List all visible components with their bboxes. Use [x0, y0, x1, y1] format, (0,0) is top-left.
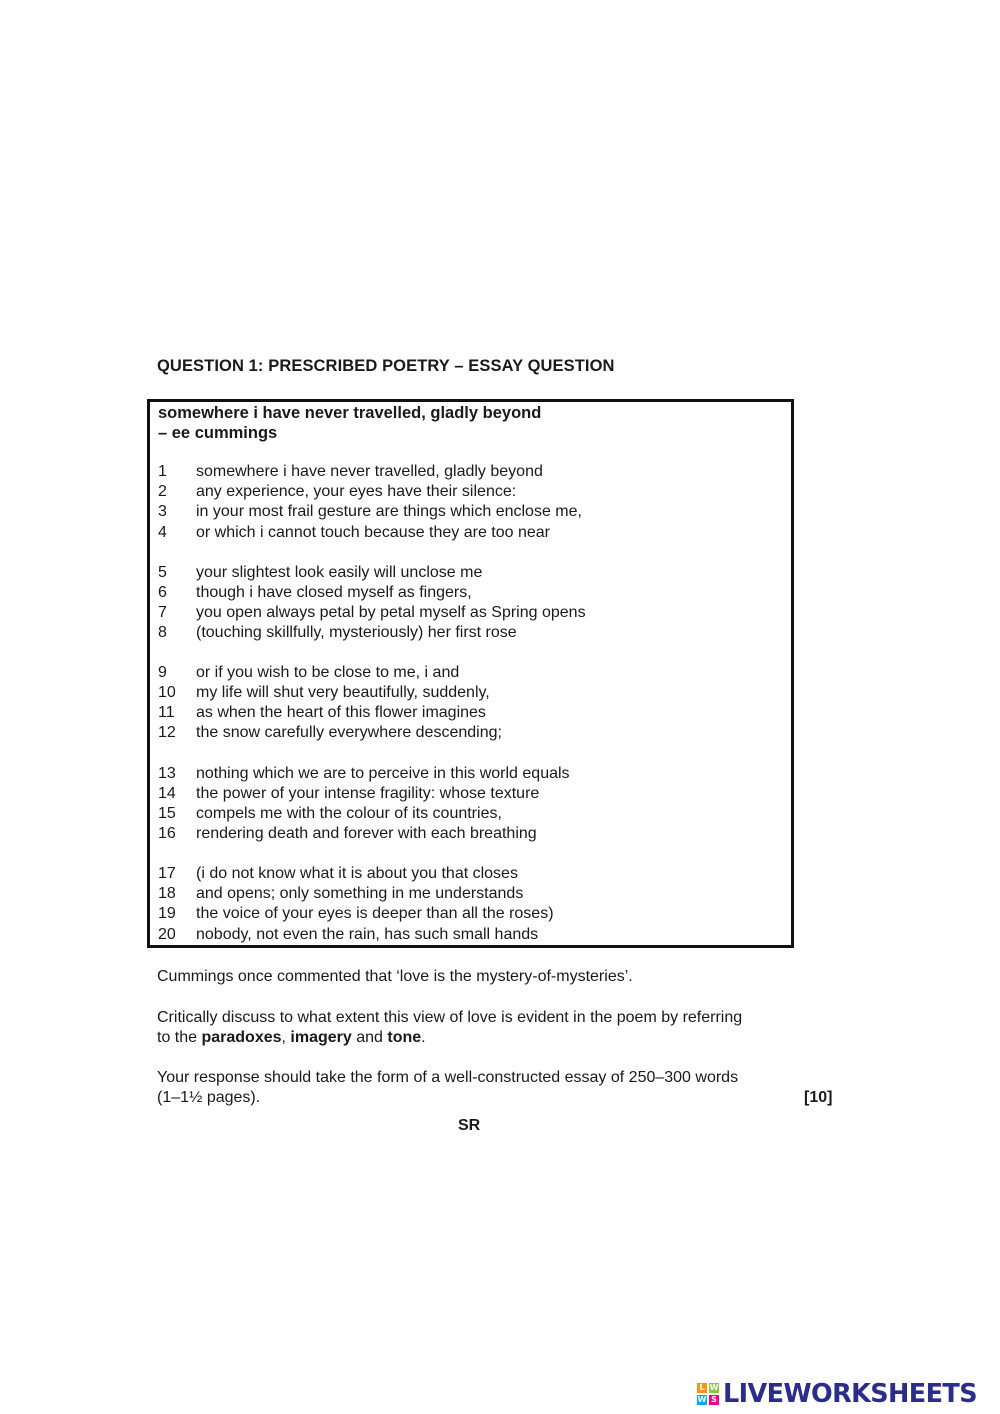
- line-number: 13: [158, 765, 176, 782]
- liveworksheets-brand: [697, 1374, 977, 1414]
- task-term-imagery: imagery: [290, 1029, 352, 1046]
- poem-line: [158, 703, 486, 723]
- line-number: 5: [158, 564, 167, 581]
- poem-line: [158, 462, 543, 482]
- line-number: 16: [158, 825, 176, 842]
- line-text: compels me with the colour of its countries,: [196, 805, 502, 822]
- line-text: (touching skillfully, mysteriously) her first rose: [196, 624, 517, 641]
- line-number: 8: [158, 624, 167, 641]
- line-number: 1: [158, 463, 167, 480]
- line-text: as when the heart of this flower imagines: [196, 704, 486, 721]
- response-line2: (1–1½ pages).: [157, 1089, 261, 1106]
- poem-line: [158, 523, 550, 543]
- poem-line: [158, 925, 538, 945]
- line-number: 11: [158, 704, 175, 721]
- line-text: nothing which we are to perceive in this world equals: [196, 765, 570, 782]
- marks-label: [10]: [804, 1089, 833, 1106]
- line-text: and opens; only something in me understands: [196, 885, 524, 902]
- line-text: or which i cannot touch because they are too near: [196, 524, 550, 541]
- question-heading: QUESTION 1: PRESCRIBED POETRY – ESSAY QUESTION: [157, 357, 615, 375]
- poem-line: [158, 764, 570, 784]
- task-separator: ,: [281, 1029, 291, 1046]
- poem-line: [158, 563, 482, 583]
- task-term-paradoxes: paradoxes: [201, 1029, 282, 1046]
- line-number: 4: [158, 524, 167, 541]
- line-number: 17: [158, 865, 176, 882]
- poem-line: [158, 804, 502, 824]
- poem-title: somewhere i have never travelled, gladly beyond: [158, 404, 542, 422]
- task-paragraph-line1: Critically discuss to what extent this view of love is evident in the poem by referring: [157, 1009, 743, 1026]
- line-number: 2: [158, 483, 167, 500]
- poem-line: [158, 723, 502, 743]
- poem-line: [158, 864, 518, 884]
- line-number: 7: [158, 604, 167, 621]
- poem-line: [158, 683, 490, 703]
- task-term-tone: tone: [387, 1029, 422, 1046]
- line-text: rendering death and forever with each breathing: [196, 825, 537, 842]
- line-number: 10: [158, 684, 176, 701]
- line-number: 19: [158, 905, 176, 922]
- poem-line: [158, 583, 472, 603]
- line-number: 15: [158, 805, 176, 822]
- line-text: (i do not know what it is about you that closes: [196, 865, 518, 882]
- line-text: somewhere i have never travelled, gladly beyond: [196, 463, 543, 480]
- poem-line: [158, 623, 517, 643]
- line-text: any experience, your eyes have their silence:: [196, 483, 517, 500]
- line-number: 12: [158, 724, 176, 741]
- line-text: my life will shut very beautifully, suddenly,: [196, 684, 490, 701]
- poem-line: [158, 482, 516, 502]
- logo-tile: W: [697, 1395, 707, 1404]
- logo-tile: S: [709, 1395, 719, 1405]
- line-text: your slightest look easily will unclose me: [196, 564, 483, 581]
- task-separator: and: [351, 1029, 388, 1046]
- line-text: or if you wish to be close to me, i and: [196, 664, 460, 681]
- line-text: the snow carefully everywhere descending;: [196, 724, 502, 741]
- line-number: 6: [158, 584, 167, 601]
- page-cut-text: SR: [458, 1117, 481, 1134]
- brand-name: LIVEWORKSHEETS: [723, 1379, 977, 1409]
- task-prefix: to the: [157, 1029, 202, 1046]
- poem-line: [158, 784, 539, 804]
- poem-author: – ee cummings: [158, 424, 278, 442]
- line-text: nobody, not even the rain, has such small hands: [196, 926, 539, 943]
- line-text: in your most frail gesture are things which enclose me,: [196, 503, 582, 520]
- poem-line: [158, 884, 523, 904]
- page-cut-fragment: [458, 1117, 484, 1134]
- poem-line: [158, 663, 459, 683]
- line-text: you open always petal by petal myself as Spring opens: [196, 604, 586, 621]
- line-text: the power of your intense fragility: whose texture: [196, 785, 540, 802]
- poem-line: [158, 603, 586, 623]
- line-text: the voice of your eyes is deeper than all the roses): [196, 905, 554, 922]
- poem-line: [158, 824, 537, 844]
- response-line1: Your response should take the form of a well-constructed essay of 250–300 words: [157, 1069, 739, 1086]
- logo-tile: L: [697, 1383, 707, 1393]
- line-number: 9: [158, 664, 167, 681]
- line-number: 20: [158, 926, 176, 943]
- liveworksheets-logo-icon: [697, 1383, 719, 1405]
- task-paragraph-line2: [157, 1028, 426, 1048]
- line-text: though i have closed myself as fingers,: [196, 584, 472, 601]
- quote-paragraph: Cummings once commented that ‘love is the mystery-of-mysteries’.: [157, 968, 633, 985]
- task-end: .: [421, 1029, 426, 1046]
- line-number: 14: [158, 785, 176, 802]
- line-number: 3: [158, 503, 167, 520]
- poem-line: [158, 904, 554, 924]
- poem-box: [147, 399, 794, 948]
- logo-tile: W: [709, 1383, 719, 1392]
- poem-line: [158, 502, 582, 522]
- line-number: 18: [158, 885, 176, 902]
